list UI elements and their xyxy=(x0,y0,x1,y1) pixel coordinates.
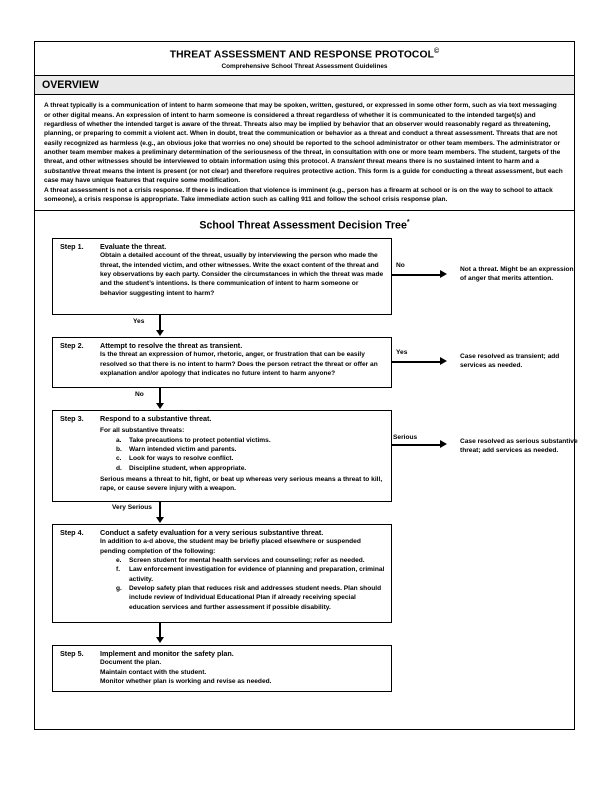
step-3-closing: Serious means a threat to hit, fight, or beat up whereas very serious means a threat to kill, rape, or cause severe injury with a weapon. xyxy=(100,475,383,493)
step-2-body xyxy=(100,350,385,378)
step-1-number: Step 1. xyxy=(60,241,84,251)
step-1-branch-arrowhead xyxy=(440,270,447,278)
step-1-branch-stem xyxy=(392,274,443,276)
overview-body xyxy=(35,95,574,211)
overview-p1-part-a: A threat typically is a communication of intent to harm someone that may be spoken, written, gestured, or expressed in some other form, such as via text messaging or other digital means. An expression of intent to harm someone is considered a threat regardless of whether it is communicated to the intended target(s) and regardless of whether the intended target is aware of the threat. Threats also may be implied by behavior that an observer would reasonably regard as threatening, planning, or preparing to commit a violent act. When in doubt, treat the communication or behavior as a threat and conduct a threat assessment. Threats that are not easily recognized as harmless (e.g., an obvious joke that worries no one) should be reported to the school administrator or other team members. The administrator or another team member makes a preliminary determination of the seriousness of the threat, in consultation with one or more team members. The student, targets of the threat, and other witnesses should be interviewed to obtain information using this protocol. A xyxy=(44,102,561,166)
step-3-number: Step 3. xyxy=(60,413,84,423)
step-1-box xyxy=(52,238,392,315)
step-3-to-step-4-label: Very Serious xyxy=(112,503,152,511)
step-3-branch-label: Serious xyxy=(393,433,418,441)
step-2-to-step-3-label: No xyxy=(135,390,144,398)
overview-p1-italic-substantive: substantive xyxy=(44,167,81,175)
step-3-heading xyxy=(60,414,385,423)
step-4-item-e-marker: e. xyxy=(116,556,122,564)
step-3-item-d-marker: d. xyxy=(116,464,122,472)
list-item xyxy=(116,584,385,612)
step-3-title: Respond to a substantive threat. xyxy=(100,413,212,423)
step-2-heading xyxy=(60,341,385,350)
step-4-number: Step 4. xyxy=(60,527,84,537)
step-4-item-f-marker: f. xyxy=(116,566,121,574)
step-3-box xyxy=(52,410,392,502)
list-item xyxy=(116,464,385,473)
step-1-branch-label: No xyxy=(396,261,405,269)
list-item xyxy=(116,436,385,445)
step-5-line-1: Document the plan. xyxy=(100,659,162,667)
step-2-branch-arrowhead xyxy=(440,357,447,365)
step-5-body xyxy=(100,658,385,686)
overview-section-header: OVERVIEW xyxy=(35,76,574,95)
step-3-item-c-text: Look for ways to resolve conflict. xyxy=(129,455,234,463)
step-3-item-d-text: Discipline student, when appropriate. xyxy=(129,464,247,472)
step-1-heading xyxy=(60,242,385,251)
step-1-title: Evaluate the threat. xyxy=(100,241,167,251)
step-3-item-a-text: Take precautions to protect potential victims. xyxy=(129,436,271,444)
step-1-to-2-arrowhead xyxy=(156,330,164,336)
document-page-frame xyxy=(34,41,578,730)
step-2-number: Step 2. xyxy=(60,340,84,350)
step-4-heading xyxy=(60,528,385,537)
step-5-line-3: Monitor whether plan is working and revise as needed. xyxy=(100,677,272,685)
step-4-body xyxy=(100,537,385,612)
step-4-list xyxy=(100,556,385,612)
step-5-number: Step 5. xyxy=(60,648,84,658)
step-3-branch-stem xyxy=(392,444,443,446)
step-3-item-b-text: Warn intended victim and parents. xyxy=(129,445,237,453)
step-4-box xyxy=(52,524,392,623)
step-1-body xyxy=(100,251,385,298)
decision-tree-canvas xyxy=(35,238,578,692)
step-2-to-3-stem xyxy=(159,388,161,404)
step-3-branch-arrowhead xyxy=(440,440,447,448)
decision-tree-title-text: School Threat Assessment Decision Tree xyxy=(199,219,407,232)
step-4-to-5-stem xyxy=(159,623,161,638)
step-5-heading xyxy=(60,649,385,658)
overview-paragraph-2: A threat assessment is not a crisis response. If there is indication that violence is imminent (e.g., person has a firearm at school or is on the way to school to attack someone), a crisis response is appropriate. Take immediate action such as calling 911 and follow the school crisis response plan. xyxy=(44,186,553,203)
step-3-intro: For all substantive threats: xyxy=(100,427,185,435)
step-2-box xyxy=(52,337,392,388)
copyright-superscript: © xyxy=(433,48,440,55)
step-3-to-4-stem xyxy=(159,502,161,518)
step-3-item-b-marker: b. xyxy=(116,445,122,453)
step-4-item-f-text: Law enforcement investigation for evidence of planning and preparation, criminal activity. xyxy=(129,566,385,583)
step-5-title: Implement and monitor the safety plan. xyxy=(100,648,234,658)
document-subtitle: Comprehensive School Threat Assessment Guidelines xyxy=(221,63,388,71)
step-1-body-text: Obtain a detailed account of the threat, usually by interviewing the person who made the threat, the intended victim, and other witnesses. Write the exact content of the threat and key observations by each party. Consider the circumstances in which the threat was made and the student’s intentions. Is there communication of intent to harm someone or behavior suggesting intent to harm? xyxy=(100,252,384,297)
step-4-title: Conduct a safety evaluation for a very serious substantive threat. xyxy=(100,527,324,537)
decision-tree-title xyxy=(35,217,574,238)
step-3-to-4-arrowhead xyxy=(156,517,164,523)
step-3-list xyxy=(100,436,385,473)
decision-tree-section xyxy=(35,211,578,692)
step-3-item-c-marker: c. xyxy=(116,455,122,463)
step-2-outcome-text: Case resolved as transient; add services as needed. xyxy=(460,352,560,370)
step-4-intro: In addition to a-d above, the student may be briefly placed elsewhere or suspended pending completion of the following: xyxy=(100,538,361,555)
step-1-to-step-2-label: Yes xyxy=(133,317,145,325)
step-3-item-a-marker: a. xyxy=(116,436,122,444)
step-4-to-5-arrowhead xyxy=(156,637,164,643)
overview-paragraph-1 xyxy=(44,101,565,185)
step-1-outcome-text: Not a threat. Might be an expression of anger that merits attention. xyxy=(460,265,574,283)
step-2-title: Attempt to resolve the threat as transient. xyxy=(100,340,243,350)
document-header xyxy=(35,42,574,76)
list-item xyxy=(116,454,385,463)
step-5-line-2: Maintain contact with the student. xyxy=(100,668,207,676)
overview-p1-italic-transient: transient xyxy=(337,158,365,166)
step-2-body-text: Is the threat an expression of humor, rhetoric, anger, or frustration that can be easily resolved so that there is no intent to harm? Does the person retract the threat or offer an explanation and/or apology that indicates no future intent to harm anyone? xyxy=(100,351,378,377)
step-1-to-2-stem xyxy=(159,315,161,331)
step-5-box xyxy=(52,645,392,692)
step-3-body xyxy=(100,426,385,494)
list-item xyxy=(116,556,385,565)
list-item xyxy=(116,565,385,584)
step-4-item-e-text: Screen student for mental health services and counseling; refer as needed. xyxy=(129,556,365,564)
step-2-branch-stem xyxy=(392,361,443,363)
overview-p1-part-c: threat means the intent is present (or not clear) and therefore requires protective action. This form is a guide for conducting a threat assessment, but each case may have unique features that require some modification. xyxy=(44,167,563,185)
step-4-item-g-marker: g. xyxy=(116,584,122,592)
step-4-item-g-text: Develop safety plan that reduces risk and addresses student needs. Plan should include review of Individual Educational Plan if already receiving special education services and further assessment if possible disability. xyxy=(129,584,382,611)
step-2-to-3-arrowhead xyxy=(156,403,164,409)
asterisk-superscript: * xyxy=(406,219,410,227)
document-title xyxy=(35,48,574,61)
overview-p1-part-b: threat means there is no sustained intent to harm and a xyxy=(364,158,539,166)
step-2-branch-label: Yes xyxy=(396,348,408,356)
step-3-outcome-text: Case resolved as serious substantive threat; add services as needed. xyxy=(460,437,578,455)
list-item xyxy=(116,445,385,454)
document-title-text: THREAT ASSESSMENT AND RESPONSE PROTOCOL xyxy=(169,49,434,61)
